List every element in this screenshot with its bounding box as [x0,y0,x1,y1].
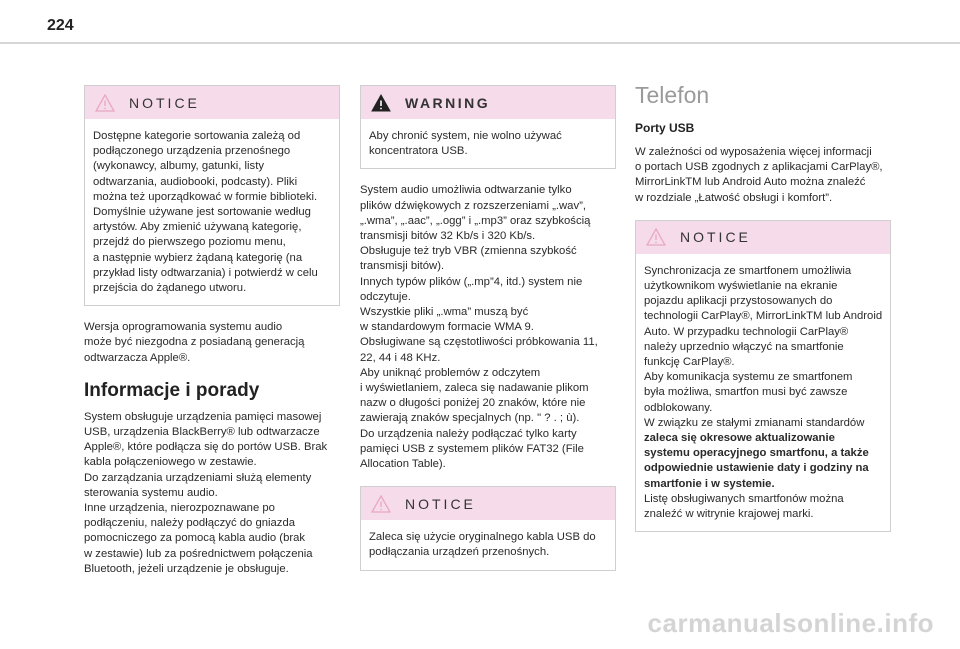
text-line: W zależności od wyposażenia więcej informacji [635,146,872,158]
notice-body-3 [636,254,890,531]
text-line: Do zarządzania urządzeniami służą elementy [84,471,312,484]
text-line: System audio umożliwia odtwarzanie tylko [360,184,572,197]
text-line: przejdź do pierwszego poziomu menu, [93,236,286,249]
text-line: Inne urządzenia, nierozpoznawane po [84,502,275,515]
notice-header-3 [636,221,890,254]
page-number: 224 [47,17,74,34]
section-title: Informacje i porady [84,379,260,401]
text-line: zawierają znaków specjalnych (np. " ? . ; ù). [360,412,580,425]
chapter-title: Telefon [635,82,710,108]
text-line: w rozdziale „Łatwość obsługi i komfort”. [635,191,833,204]
text-line-bold: systemu operacyjnego smartfonu, a także [644,447,869,460]
caution-triangle-icon [371,495,391,513]
warning-header [361,86,615,119]
notice-body-1 [85,119,339,305]
text-line: (wykonawcy, albumy, gatunki, listy [93,160,264,173]
notice-title-2: NOTICE [405,495,476,512]
text-line: o portach USB zgodnych z aplikacjami CarPlay®, [635,161,883,174]
notice-title-1: NOTICE [129,94,200,111]
text-line: Aby chronić system, nie wolno używać [369,130,562,142]
warning-title: WARNING [405,94,491,111]
text-line: Obsługiwane są częstotliwości próbkowania 11, [360,336,598,349]
text-line: Synchronizacja ze smartfonem umożliwia [644,264,852,277]
text-line: Aby uniknąć problemów z odczytem [360,366,541,379]
text-line: w zestawie) lub za pośrednictwem połączenia [84,547,313,560]
text-line-bold: zaleca się okresowe aktualizowanie [644,432,835,445]
caution-triangle-icon [646,228,666,246]
notice-box-1 [84,85,340,306]
text-line: w standardowym formacie WMA 9. [360,321,534,334]
column-1 [84,85,340,577]
text-line: Listę obsługiwanych smartfonów można [644,492,844,505]
text-line: Bluetooth, jeżeli urządzenie je obsługuje. [84,562,289,575]
text-line: użytkownikom wyświetlanie na ekranie [644,280,838,293]
text-line: pomocniczego za pomocą kabla audio (brak [84,532,306,545]
text-line: Wersja oprogramowania systemu audio [84,321,283,334]
text-line: Obsługuje też tryb VBR (zmienna szybkość [360,245,577,258]
text-line: odtwarzacza Apple®. [84,351,191,364]
text-line: podłączania urządzeń przenośnych. [369,546,550,559]
text-line: odczytuje. [360,290,411,303]
text-line-bold: odpowiednie ustawienie daty i godziny na [644,462,869,475]
text-line: artystów. Aby zmienić używaną kategorię, [93,221,302,234]
text-line-bold: smartfonie i w systemie. [644,477,775,490]
text-line: a następnie wybierz żądaną kategorię (na [93,251,303,264]
text-line: podłączonego urządzenia przenośnego [93,145,291,158]
text-line: Innych typów plików („.mp”4, itd.) system nie [360,275,583,288]
top-rule [0,42,960,44]
text-line: znaleźć w witrynie krajowej marki. [644,508,814,521]
text-line: Do urządzenia należy podłączać tylko karty [360,427,577,440]
text-line: Auto. W przypadku technologii CarPlay® [644,325,849,338]
text-line: może być niezgodna z posiadaną generacją [84,336,305,349]
notice-box-2 [360,486,616,570]
text-line: Wszystkie pliki „.wma” muszą być [360,306,529,319]
sub-title: Porty USB [635,121,695,135]
text-line: transmisji bitów). [360,260,445,273]
text-line: podłączeniu, należy podłączyć do gniazda [84,517,296,530]
text-line: sterowania systemu audio. [84,486,218,499]
text-line: Aby komunikacja systemu ze smartfonem [644,371,853,384]
text-line: pamięci USB z systemem plików FAT32 (File [360,442,584,455]
watermark: carmanualsonline.info [647,608,934,638]
text-line: Zaleca się użycie oryginalnego kabla USB do [369,531,596,544]
text-line: technologii CarPlay®, MirrorLinkTM lub Android [644,310,883,323]
text-line: transmisji bitów 32 Kb/s i 320 Kb/s. [360,230,536,243]
apple-compat-paragraph [84,320,340,366]
warning-box [360,85,616,169]
info-paragraph [84,410,340,577]
text-line: Domyślnie używane jest sortowanie według [93,206,311,219]
text-line: można też uporządkować w formie biblioteki. [93,190,318,203]
text-line: funkcję CarPlay®. [644,356,735,369]
text-line: W związku ze stałymi zmianami standardów [644,416,865,429]
notice-title-3: NOTICE [680,229,751,246]
text-line: MirrorLinkTM lub Android Auto można znaleźć [635,176,866,189]
text-line: nazw o długości poniżej 20 znaków, które nie [360,397,586,410]
text-line: odblokowany. [644,401,713,414]
text-line: przykład listy odtwarzania) i potwierdź w celu [93,266,318,279]
text-line: pojazdu aplikacji przystosowanych do [644,295,833,308]
text-line: plików dźwiękowych z rozszerzeniami „.wav”, [360,199,586,212]
text-line: USB, urządzenia BlackBerry® lub odtwarzacze [84,426,320,439]
warning-triangle-icon [371,94,391,112]
formats-paragraph [360,183,616,472]
warning-body [361,119,615,168]
text-line: koncentratora USB. [369,145,468,158]
text-line: 22, 44 i 48 KHz. [360,351,441,364]
text-line: i wyświetlaniem, zaleca się nadawanie plikom [360,382,589,395]
text-line: Apple®, które podłącza się do portów USB. Brak [84,441,328,454]
notice-header-1 [85,86,339,119]
usb-ports-paragraph [635,145,891,206]
text-line: Dostępne kategorie sortowania zależą od [93,130,301,142]
column-3 [635,82,891,546]
text-line: „.wma”, „.aac”, „.ogg” i „.mp3” oraz szybkością [360,214,591,227]
notice-box-3 [635,220,891,532]
notice-body-2 [361,520,615,569]
column-2 [360,85,616,585]
text-line: odtwarzania, audiobooki, podcasty). Pliki [93,175,298,188]
text-line: Allocation Table). [360,458,446,471]
text-line: była możliwa, smartfon musi być zawsze [644,386,848,399]
text-line: kabla połączeniowego w zestawie. [84,456,257,469]
text-line: przejścia do żądanego utworu. [93,282,247,295]
notice-header-2 [361,487,615,520]
caution-triangle-icon [95,94,115,112]
text-line: należy uprzednio włączyć na smartfonie [644,340,844,353]
text-line: System obsługuje urządzenia pamięci masowej [84,410,322,423]
